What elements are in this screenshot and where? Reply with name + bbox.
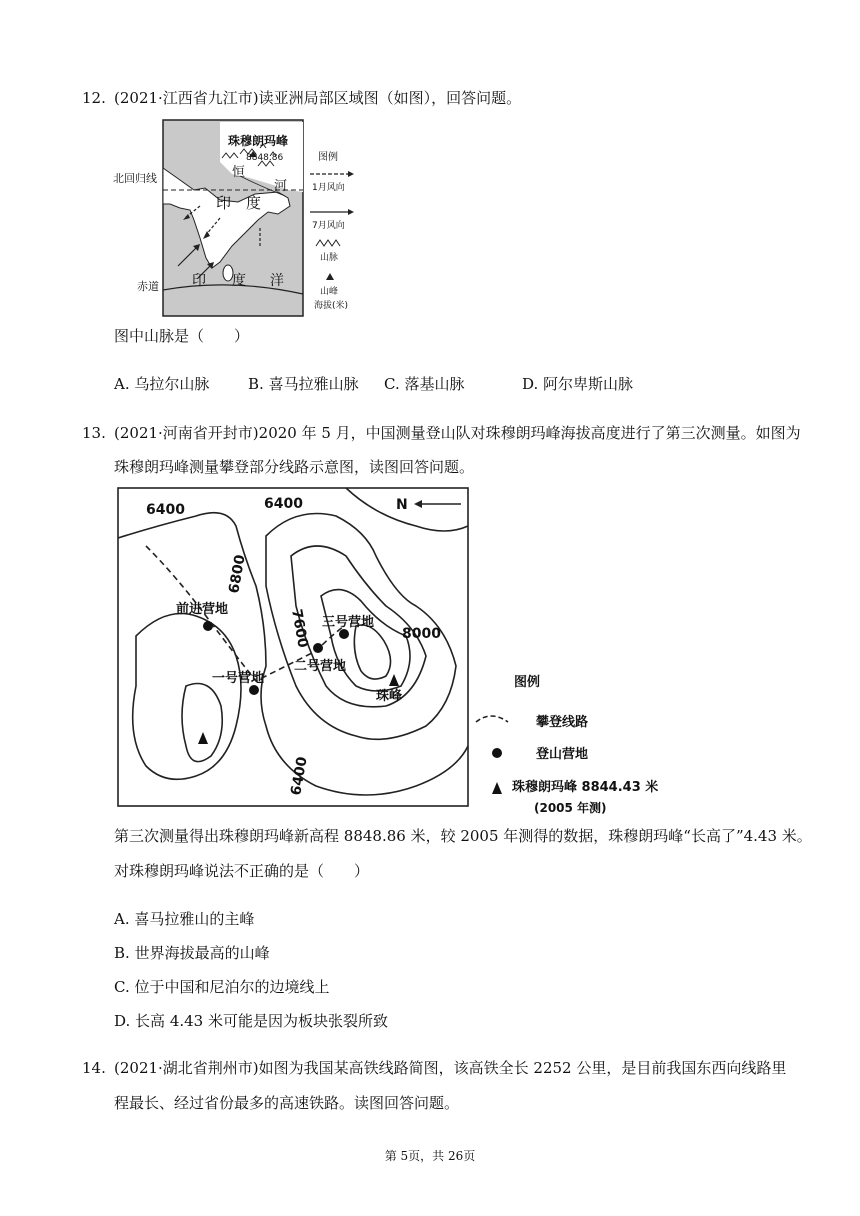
land-label-2: 度 bbox=[246, 194, 262, 212]
camp-1-label: 一号营地 bbox=[212, 671, 265, 686]
legend-peak-1: 山峰 bbox=[320, 287, 339, 297]
river-label-1: 恒 bbox=[232, 165, 246, 180]
question-14-stem-line-2: 程最长、经过省份最多的高速铁路。读图回答问题。 bbox=[114, 1094, 460, 1112]
asia-region-map bbox=[160, 118, 365, 322]
legend-title: 图例 bbox=[318, 152, 338, 163]
q13-option-b[interactable] bbox=[114, 943, 270, 963]
contour-7600: 7600 bbox=[288, 607, 311, 650]
q12-option-c[interactable] bbox=[384, 374, 465, 394]
legend-jan-wind: 1月风向 bbox=[312, 183, 345, 193]
legend-mountain: 山脉 bbox=[320, 253, 339, 263]
question-13-prompt: 对珠穆朗玛峰说法不正确的是（ ） bbox=[114, 862, 370, 880]
legend-peak: 珠穆朗玛峰 8844.43 米 bbox=[512, 780, 659, 795]
option-letter: B. bbox=[248, 375, 264, 393]
option-letter: A. bbox=[114, 375, 130, 393]
q13-option-c[interactable] bbox=[114, 977, 330, 997]
question-13-stem-line-2: 珠穆朗玛峰测量攀登部分线路示意图，读图回答问题。 bbox=[114, 458, 475, 476]
legend-camp: 登山营地 bbox=[536, 747, 589, 762]
equator-label: 赤道 bbox=[137, 280, 159, 293]
question-13-number: 13. bbox=[82, 424, 106, 442]
ocean-label-2: 度 bbox=[232, 273, 246, 289]
ocean-label-1: 印 bbox=[192, 273, 206, 289]
legend-title: 图例 bbox=[514, 675, 541, 690]
peak-label: 珠峰 bbox=[376, 689, 403, 704]
camp-3-label: 三号营地 bbox=[322, 615, 375, 630]
option-text: 阿尔卑斯山脉 bbox=[543, 375, 634, 393]
legend-peak-2: 海拔(米) bbox=[314, 301, 349, 311]
question-12-stem: (2021·江西省九江市)读亚洲局部区域图（如图），回答问题。 bbox=[114, 89, 522, 107]
option-text: 喜马拉雅山脉 bbox=[268, 375, 359, 393]
option-letter: B. bbox=[114, 944, 130, 962]
contour-8000: 8000 bbox=[402, 626, 441, 642]
peak-height-label: 8848.86 bbox=[246, 153, 284, 163]
q13-option-a[interactable] bbox=[114, 909, 254, 929]
option-text: 喜马拉雅山的主峰 bbox=[134, 910, 255, 928]
q13-option-d[interactable] bbox=[114, 1011, 388, 1031]
option-letter: C. bbox=[114, 978, 130, 996]
legend-jul-wind: 7月风向 bbox=[312, 221, 345, 231]
page-footer: 第 5页，共 26页 bbox=[384, 1149, 476, 1163]
option-text: 位于中国和尼泊尔的边境线上 bbox=[134, 978, 330, 996]
question-14-stem-line-1: (2021·湖北省荆州市)如图为我国某高铁线路简图，该高铁全长 2252 公里，是目前我国东西向线路里 bbox=[114, 1059, 787, 1077]
camp-forward-label: 前进营地 bbox=[176, 602, 229, 617]
option-text: 世界海拔最高的山峰 bbox=[134, 944, 270, 962]
option-letter: C. bbox=[384, 375, 400, 393]
contour-6400-a: 6400 bbox=[146, 502, 185, 518]
q12-option-b[interactable] bbox=[248, 374, 359, 394]
question-13-stem-line-1: (2021·河南省开封市)2020 年 5 月，中国测量登山队对珠穆朗玛峰海拔高度进行了第三次测量。如图为 bbox=[114, 424, 801, 442]
option-letter: A. bbox=[114, 910, 130, 928]
q12-option-a[interactable] bbox=[114, 374, 209, 394]
option-text: 落基山脉 bbox=[404, 375, 465, 393]
option-text: 长高 4.43 米可能是因为板块张裂所致 bbox=[135, 1012, 388, 1030]
option-letter: D. bbox=[114, 1012, 131, 1030]
river-label-2: 河 bbox=[274, 179, 288, 194]
north-label: N bbox=[396, 497, 408, 513]
land-label-1: 印 bbox=[216, 194, 232, 212]
everest-route-map bbox=[116, 486, 676, 822]
question-14-number: 14. bbox=[82, 1059, 106, 1077]
contour-6400-b: 6400 bbox=[264, 496, 303, 512]
contour-6800: 6800 bbox=[226, 553, 249, 595]
question-12-prompt: 图中山脉是（ ） bbox=[114, 327, 250, 345]
contour-6400-c: 6400 bbox=[288, 755, 311, 797]
question-12-number: 12. bbox=[82, 89, 106, 107]
question-13-text-line-1: 第三次测量得出珠穆朗玛峰新高程 8848.86 米，较 2005 年测得的数据，珠穆朗玛峰“长高了”4.43 米。 bbox=[114, 827, 812, 845]
option-text: 乌拉尔山脉 bbox=[134, 375, 210, 393]
ocean-label-3: 洋 bbox=[270, 273, 284, 289]
tropic-label: 北回归线 bbox=[113, 172, 157, 185]
legend-peak-note: (2005 年测) bbox=[534, 801, 607, 815]
peak-name-label: 珠穆朗玛峰 bbox=[228, 134, 289, 148]
option-letter: D. bbox=[522, 375, 539, 393]
legend-route: 攀登线路 bbox=[536, 715, 589, 730]
q12-option-d[interactable] bbox=[522, 374, 633, 394]
camp-2-label: 二号营地 bbox=[294, 659, 347, 674]
